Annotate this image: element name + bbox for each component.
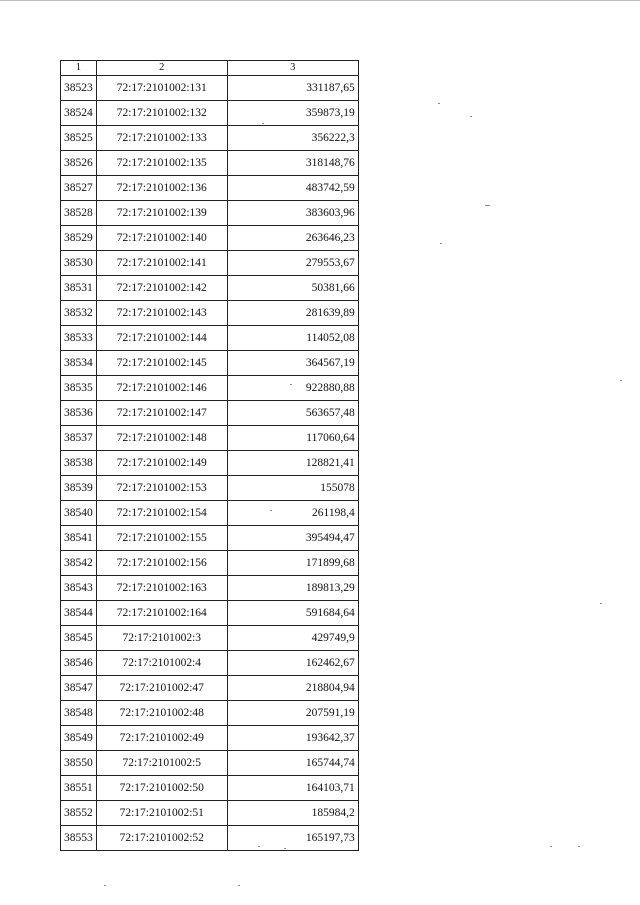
row-number-cell: 38547 [61, 676, 97, 701]
scan-speck [104, 885, 106, 886]
table-row [61, 776, 359, 801]
cadastral-number-cell: 72:17:2101002:155 [96, 526, 227, 551]
cadastral-number-cell: 72:17:2101002:143 [96, 301, 227, 326]
value-cell: 193642,37 [227, 726, 358, 751]
cadastral-number-cell: 72:17:2101002:4 [96, 651, 227, 676]
cadastral-number-cell: 72:17:2101002:140 [96, 226, 227, 251]
value-cell: 261198,4 [227, 501, 358, 526]
table-row [61, 251, 359, 276]
table-row [61, 176, 359, 201]
table-row [61, 751, 359, 776]
scan-speck [438, 103, 440, 104]
table-row [61, 276, 359, 301]
cadastral-number-cell: 72:17:2101002:50 [96, 776, 227, 801]
table-row [61, 451, 359, 476]
value-cell: 263646,23 [227, 226, 358, 251]
value-cell: 117060,64 [227, 426, 358, 451]
table-row [61, 626, 359, 651]
scan-speck [290, 384, 292, 385]
table-row [61, 351, 359, 376]
table-row [61, 151, 359, 176]
scan-speck [284, 848, 286, 849]
scan-speck [270, 510, 272, 511]
cadastral-number-cell: 72:17:2101002:142 [96, 276, 227, 301]
value-cell: 114052,08 [227, 326, 358, 351]
header-row [61, 61, 359, 76]
row-number-cell: 38545 [61, 626, 97, 651]
cadastral-number-cell: 72:17:2101002:131 [96, 76, 227, 101]
table-row [61, 301, 359, 326]
scan-speck [485, 205, 490, 206]
table-row [61, 201, 359, 226]
row-number-cell: 38535 [61, 376, 97, 401]
table-row [61, 401, 359, 426]
row-number-cell: 38531 [61, 276, 97, 301]
cadastral-number-cell: 72:17:2101002:146 [96, 376, 227, 401]
value-cell: 128821,41 [227, 451, 358, 476]
table-row [61, 326, 359, 351]
value-cell: 279553,67 [227, 251, 358, 276]
table-row [61, 101, 359, 126]
scan-speck [578, 846, 580, 847]
value-cell: 162462,67 [227, 651, 358, 676]
value-cell: 165744,74 [227, 751, 358, 776]
table-row [61, 526, 359, 551]
value-cell: 281639,89 [227, 301, 358, 326]
table-row [61, 501, 359, 526]
row-number-cell: 38553 [61, 826, 97, 851]
value-cell: 318148,76 [227, 151, 358, 176]
value-cell: 50381,66 [227, 276, 358, 301]
scan-speck [600, 603, 602, 604]
row-number-cell: 38532 [61, 301, 97, 326]
table-row [61, 226, 359, 251]
cadastral-number-cell: 72:17:2101002:139 [96, 201, 227, 226]
table-row [61, 676, 359, 701]
table-body [61, 76, 359, 851]
row-number-cell: 38526 [61, 151, 97, 176]
value-cell: 218804,94 [227, 676, 358, 701]
value-cell: 483742,59 [227, 176, 358, 201]
value-cell: 356222,3 [227, 126, 358, 151]
header-col-3: 3 [227, 61, 358, 76]
scan-speck [550, 846, 552, 847]
table-row [61, 476, 359, 501]
header-col-1: 1 [61, 61, 97, 76]
cadastral-number-cell: 72:17:2101002:149 [96, 451, 227, 476]
cadastral-number-cell: 72:17:2101002:48 [96, 701, 227, 726]
row-number-cell: 38525 [61, 126, 97, 151]
scan-speck [620, 380, 622, 381]
cadastral-number-cell: 72:17:2101002:136 [96, 176, 227, 201]
row-number-cell: 38539 [61, 476, 97, 501]
header-col-2: 2 [96, 61, 227, 76]
cadastral-number-cell: 72:17:2101002:153 [96, 476, 227, 501]
table-row [61, 826, 359, 851]
table-row [61, 576, 359, 601]
row-number-cell: 38546 [61, 651, 97, 676]
row-number-cell: 38527 [61, 176, 97, 201]
cadastral-number-cell: 72:17:2101002:49 [96, 726, 227, 751]
row-number-cell: 38530 [61, 251, 97, 276]
row-number-cell: 38551 [61, 776, 97, 801]
value-cell: 359873,19 [227, 101, 358, 126]
cadastral-number-cell: 72:17:2101002:141 [96, 251, 227, 276]
value-cell: 364567,19 [227, 351, 358, 376]
row-number-cell: 38537 [61, 426, 97, 451]
table-row [61, 76, 359, 101]
table-header [61, 61, 359, 76]
table-row [61, 726, 359, 751]
row-number-cell: 38549 [61, 726, 97, 751]
row-number-cell: 38529 [61, 226, 97, 251]
cadastral-number-cell: 72:17:2101002:147 [96, 401, 227, 426]
row-number-cell: 38536 [61, 401, 97, 426]
row-number-cell: 38523 [61, 76, 97, 101]
cadastral-number-cell: 72:17:2101002:3 [96, 626, 227, 651]
value-cell: 164103,71 [227, 776, 358, 801]
cadastral-number-cell: 72:17:2101002:148 [96, 426, 227, 451]
table-row [61, 801, 359, 826]
cadastral-number-cell: 72:17:2101002:154 [96, 501, 227, 526]
row-number-cell: 38543 [61, 576, 97, 601]
row-number-cell: 38548 [61, 701, 97, 726]
cadastral-number-cell: 72:17:2101002:132 [96, 101, 227, 126]
row-number-cell: 38540 [61, 501, 97, 526]
cadastral-number-cell: 72:17:2101002:164 [96, 601, 227, 626]
value-cell: 189813,29 [227, 576, 358, 601]
value-cell: 171899,68 [227, 551, 358, 576]
table-row [61, 426, 359, 451]
value-cell: 395494,47 [227, 526, 358, 551]
cadastral-number-cell: 72:17:2101002:51 [96, 801, 227, 826]
table-row [61, 701, 359, 726]
row-number-cell: 38533 [61, 326, 97, 351]
value-cell: 429749,9 [227, 626, 358, 651]
scan-speck [258, 846, 260, 847]
value-cell: 563657,48 [227, 401, 358, 426]
page-top-edge [0, 0, 640, 1]
cadastral-table [60, 60, 359, 851]
value-cell: 591684,64 [227, 601, 358, 626]
row-number-cell: 38550 [61, 751, 97, 776]
table-row [61, 601, 359, 626]
row-number-cell: 38542 [61, 551, 97, 576]
scan-speck [262, 123, 264, 124]
cadastral-number-cell: 72:17:2101002:144 [96, 326, 227, 351]
cadastral-number-cell: 72:17:2101002:135 [96, 151, 227, 176]
scan-speck [470, 116, 472, 117]
value-cell: 185984,2 [227, 801, 358, 826]
row-number-cell: 38534 [61, 351, 97, 376]
cadastral-number-cell: 72:17:2101002:5 [96, 751, 227, 776]
value-cell: 331187,65 [227, 76, 358, 101]
cadastral-number-cell: 72:17:2101002:52 [96, 826, 227, 851]
cadastral-number-cell: 72:17:2101002:163 [96, 576, 227, 601]
row-number-cell: 38541 [61, 526, 97, 551]
row-number-cell: 38528 [61, 201, 97, 226]
value-cell: 165197,73 [227, 826, 358, 851]
cadastral-number-cell: 72:17:2101002:156 [96, 551, 227, 576]
scan-speck [440, 243, 442, 244]
value-cell: 922880,88 [227, 376, 358, 401]
cadastral-number-cell: 72:17:2101002:47 [96, 676, 227, 701]
row-number-cell: 38552 [61, 801, 97, 826]
value-cell: 155078 [227, 476, 358, 501]
row-number-cell: 38524 [61, 101, 97, 126]
table-row [61, 551, 359, 576]
cadastral-number-cell: 72:17:2101002:145 [96, 351, 227, 376]
row-number-cell: 38538 [61, 451, 97, 476]
table-row [61, 651, 359, 676]
row-number-cell: 38544 [61, 601, 97, 626]
value-cell: 207591,19 [227, 701, 358, 726]
table-row [61, 126, 359, 151]
cadastral-number-cell: 72:17:2101002:133 [96, 126, 227, 151]
value-cell: 383603,96 [227, 201, 358, 226]
table-row [61, 376, 359, 401]
scan-speck [238, 885, 240, 886]
